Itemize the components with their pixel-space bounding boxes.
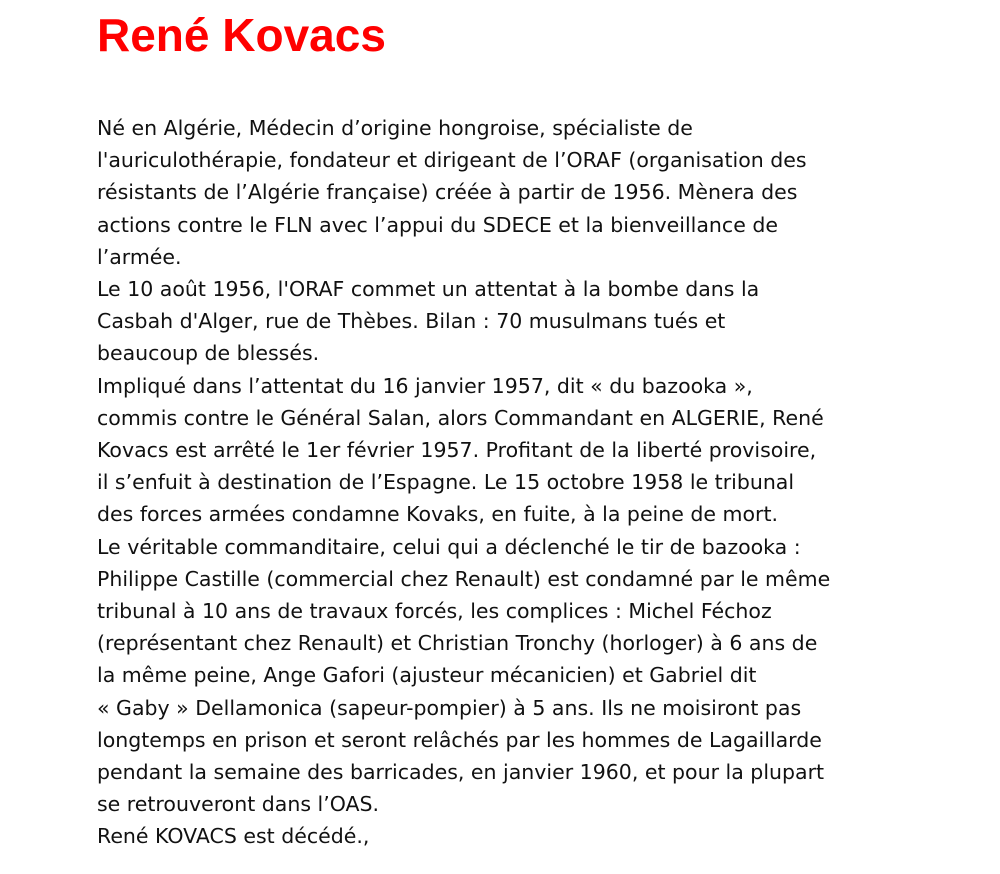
text-line: l'auriculothérapie, fondateur et dirigeant de l’ORAF (organisation des: [97, 148, 807, 173]
text-line: la même peine, Ange Gafori (ajusteur mécanicien) et Gabriel dit: [97, 663, 757, 688]
text-line: Né en Algérie, Médecin d’origine hongroise, spécialiste de: [97, 116, 693, 140]
text-line: commis contre le Général Salan, alors Commandant en ALGERIE, René: [97, 405, 824, 430]
text-line: des forces armées condamne Kovaks, en fuite, à la peine de mort.: [97, 502, 779, 527]
text-line: se retrouveront dans l’OAS.: [97, 792, 380, 817]
text-line: Kovacs est arrêté le 1er février 1957. Profitant de la liberté provisoire,: [97, 438, 817, 463]
text-line: tribunal à 10 ans de travaux forcés, les complices : Michel Féchoz: [97, 599, 772, 624]
text-line: il s’enfuit à destination de l’Espagne. Le 15 octobre 1958 le tribunal: [97, 470, 795, 495]
page-title: René Kovacs: [97, 9, 386, 61]
text-line: longtemps en prison et seront relâchés par les hommes de Lagaillarde: [97, 727, 822, 752]
text-line: beaucoup de blessés.: [97, 341, 320, 366]
text-line: pendant la semaine des barricades, en janvier 1960, et pour la plupart: [97, 760, 825, 785]
text-line: l’armée.: [97, 244, 182, 269]
text-line: (représentant chez Renault) et Christian Tronchy (horloger) à 6 ans de: [97, 631, 818, 656]
text-line: « Gaby » Dellamonica (sapeur-pompier) à 5 ans. Ils ne moisiront pas: [97, 695, 802, 720]
text-line: Impliqué dans l’attentat du 16 janvier 1957, dit « du bazooka »,: [97, 373, 753, 398]
text-line: Casbah d'Alger, rue de Thèbes. Bilan : 70 musulmans tués et: [97, 309, 726, 334]
biography-text: [97, 112, 927, 853]
text-line: Philippe Castille (commercial chez Renault) est condamné par le même: [97, 566, 831, 591]
text-line: actions contre le FLN avec l’appui du SDECE et la bienveillance de: [97, 212, 778, 237]
text-line: René KOVACS est décédé.,: [97, 824, 370, 849]
text-line: Le 10 août 1956, l'ORAF commet un attentat à la bombe dans la: [97, 277, 760, 302]
text-line: résistants de l’Algérie française) créée à partir de 1956. Mènera des: [97, 180, 798, 205]
text-line: Le véritable commanditaire, celui qui a déclenché le tir de bazooka :: [97, 534, 801, 559]
